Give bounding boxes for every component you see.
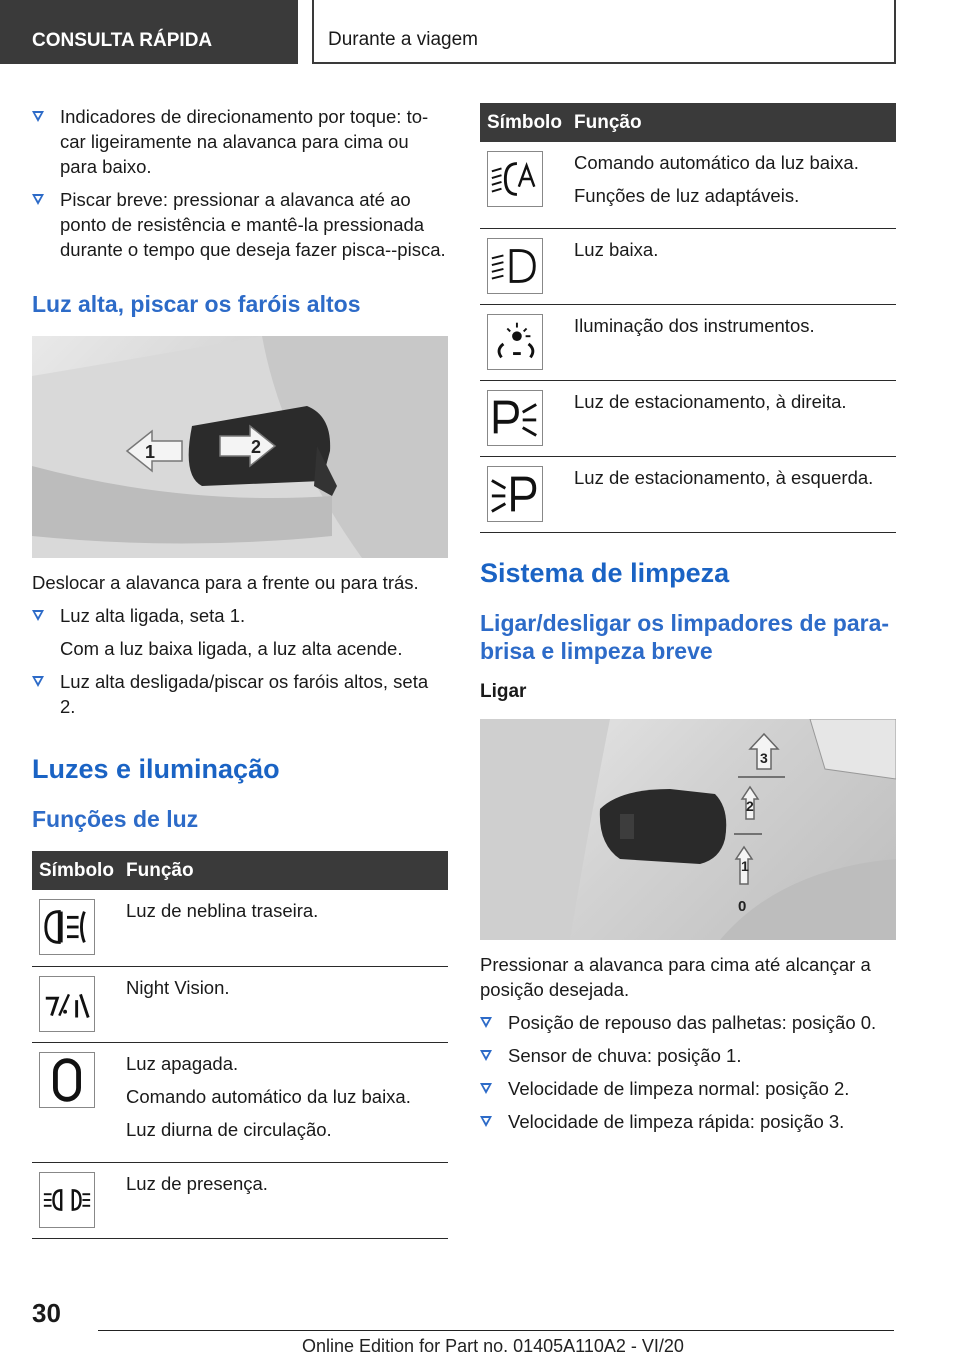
arrow-label-2: 2 [251,437,262,457]
rear-fog-light-icon [39,899,95,955]
table-row: Luz baixa. [480,229,896,305]
list-item: Luz alta desligada/piscar os faróis altos, seta 2. [32,669,448,719]
list-item: Indicadores de direcionamento por toque: to-car ligeiramente na alavanca para cima ou para baixo. [32,104,448,179]
wiper-illustration [480,719,896,940]
col-symbol-header: Símbolo [32,851,126,890]
lights-off-zero-icon [39,1052,95,1108]
table-row: Luz de neblina traseira. [32,890,448,966]
list-item-sub: Com a luz baixa ligada, a luz alta acende. [60,638,403,659]
footer-divider [98,1330,894,1331]
bullet-triangle-icon [480,1116,492,1127]
left-column [32,100,448,1239]
table-row: Luz de presença. [32,1162,448,1238]
edition-footer: Online Edition for Part no. 01405A110A2 - VI/20 [302,1336,684,1356]
table-row: Luz de estacionamento, à direita. [480,381,896,457]
table-row: Comando automático da luz baixa. Funções de luz adaptáveis. [480,142,896,229]
list-item: Velocidade de limpeza rápida: posição 3. [480,1109,896,1134]
table-row: Iluminação dos instrumentos. [480,305,896,381]
night-vision-icon [39,976,95,1032]
bullet-triangle-icon [480,1017,492,1028]
on-label: Ligar [480,681,527,702]
parking-lights-icon [39,1172,95,1228]
light-functions-table-continued [480,103,896,533]
bullet-triangle-icon [32,610,44,621]
table-row: Luz apagada. Comando automático da luz baixa. Luz diurna de circulação. [32,1042,448,1162]
wipers-heading: Ligar/desligar os limpadores de para-brisa e limpeza breve [480,610,890,664]
bullet-triangle-icon [32,676,44,687]
highbeam-lever-figure [32,336,448,558]
bullet-triangle-icon [480,1050,492,1061]
col-function-header: Função [574,103,896,142]
arrow-label-1: 1 [145,442,156,462]
list-item: Velocidade de limpeza normal: posição 2. [480,1076,896,1101]
chapter-tab [312,0,896,64]
list-item: Sensor de chuva: posição 1. [480,1043,896,1068]
wipers-text: Pressionar a alavanca para cima até alcançar a posição desejada. [480,954,871,1000]
position-label-0: 0 [738,898,747,915]
right-column [480,103,896,1142]
position-label-3: 3 [760,750,768,766]
auto-low-beam-icon [487,151,543,207]
list-item: Piscar breve: pressionar a alavanca até ao ponto de resistência e mantê-la pressionada durante o tempo que deseja fazer pisca--pisca. [32,187,448,262]
table-row: Night Vision. [32,966,448,1042]
bullet-triangle-icon [480,1083,492,1094]
parking-light-left-icon [487,466,543,522]
chapter-label: Durante a viagem [328,29,478,50]
bullet-triangle-icon [32,194,44,205]
low-beam-icon [487,238,543,294]
instrument-lighting-icon [487,314,543,370]
light-functions-table [32,851,448,1239]
list-item: Posição de repouso das palhetas: posição 0. [480,1010,896,1035]
lights-heading: Luzes e iluminação [32,754,280,784]
cleaning-heading: Sistema de limpeza [480,558,730,588]
parking-light-right-icon [487,390,543,446]
highbeam-heading: Luz alta, piscar os faróis altos [32,291,361,317]
highbeam-text: Deslocar a alavanca para a frente ou para trás. [32,572,419,593]
position-label-2: 2 [746,798,754,814]
col-symbol-header: Símbolo [480,103,574,142]
wiper-lever-figure [480,719,896,940]
section-tab [0,0,298,64]
light-functions-heading: Funções de luz [32,806,199,832]
page-number: 30 [32,1298,61,1328]
lever-illustration [32,336,448,558]
position-label-1: 1 [741,858,749,874]
bullet-triangle-icon [32,111,44,122]
table-row: Luz de estacionamento, à esquerda. [480,457,896,533]
section-label: CONSULTA RÁPIDA [32,30,213,51]
list-item: Luz alta ligada, seta 1. [32,603,448,628]
col-function-header: Função [126,851,448,890]
